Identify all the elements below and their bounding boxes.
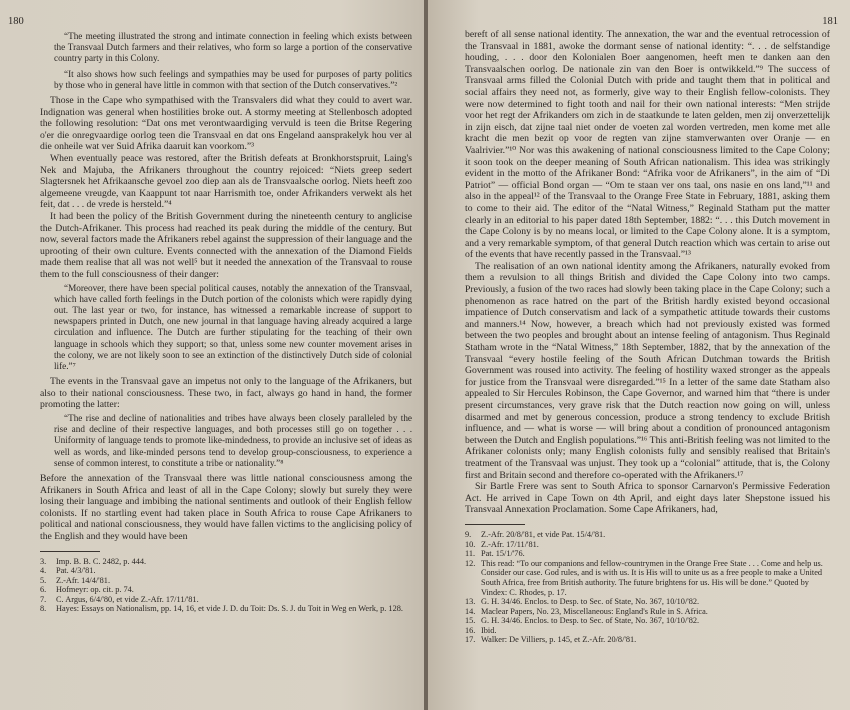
footnote-number: 17. [465,635,476,645]
footnote-number: 15. [465,616,476,626]
footnote-number: 12. [465,558,476,568]
footnote [40,557,412,567]
paragraph: bereft of all sense national identity. The annexation, the war and the eventual retrocession of the Transvaal in 1881, awoke the dormant sense of national identity: “. . . de selfstandige houding, . . . door den Kolonialen Boer aangenomen, heeft men te danken aan den Transvaalschen oorlog. De nationale zin van den Boer is ontwikkeld.”⁹ The success of Transvaal arms filled the Colonial Dutch with pride and taught them that in political and social affairs they need not, as formerly, give way to their English fellow-colonists. They were now determined to fight tooth and nail for their own national interests: “Men strijde voor het regt der Afrikanders om zich in de staatkunde te laten gelden, men zij onverzettelijk in zijn eisch, dat zijne taal niet onder de voeten zal worden vertreden, men kome met alle kracht die men bezit op voor de regten van zijne stamverwanten over Oranje — en Vaalrivier.”¹⁰ Nor was this awakening of national consciousness limited to the Cape Colony; it soon took on the deeper meaning of South African nationalism. This idea was strikingly evident in the motto of the Afrikaner Bond: “Afrika voor de Afrikaners”, in the aim of “Di Patriot” — official Bond organ — “Om te staan ver ons taal, ons nasie en ons land,”¹¹ and also in the appeal¹² of the Transvaal to the Orange Free State in February, 1881, asking them to come to their aid. The editor of the “Natal Witness,” Reginald Statham put the matter clearly in an editorial to his paper dated 18th September, 1882: “. . . this Dutch movement in the Cape Colony is by no means local, or limited to the Cape Colony alone. It is a symptom, and a very remarkable symptom, of that general Dutch reaction which was certain to arise out of the events that have recently passed in the Transvaal.”¹³ [465,29,830,261]
footnote-number: 10. [465,539,476,549]
footnote [40,576,412,586]
footnote-text: Hayes: Essays on Nationalism, pp. 14, 16, et vide J. D. du Toit: Ds. S. J. du Toit in Weg en Werk, p. 128. [56,604,403,614]
footnote [465,559,830,597]
footnote-text: Hofmeyr: op. cit. p. 74. [56,585,134,595]
right-body-text [465,29,830,516]
footnote [465,549,830,559]
footnote-text: Z.-Afr. 14/4/'81. [56,575,111,585]
footnote-text: Maclear Papers, No. 23, Miscellaneous: England's Rule in S. Africa. [481,606,708,616]
footnote-text: G. H. 34/46. Enclos. to Desp. to Sec. of State, No. 367, 10/10/'82. [481,597,700,607]
footnote [40,604,412,614]
right-footnotes [465,530,830,645]
footnote [40,566,412,576]
left-footnotes [40,557,412,615]
footnote-text: Z.-Afr. 20/8/'81, et vide Pat. 15/4/'81. [481,529,606,539]
footnote [465,540,830,550]
footnote [465,530,830,540]
footnote-number: 7. [40,594,47,604]
footnote-text: G. H. 34/46. Enclos. to Desp. to Sec. of State, No. 367, 10/10/'82. [481,616,700,626]
footnote [465,597,830,607]
footnote-text: Imp. B. B. C. 2482, p. 444. [56,556,147,566]
footnote [465,626,830,636]
footnote [465,616,830,626]
footnote-number: 4. [40,566,47,576]
paragraph: Before the annexation of the Transvaal there was little national consciousness among the Afrikaners in South Africa and least of all in the Cape Colony; slowly but surely they were losing their language and imbibing the national sentiments and outlook of their English fellow colonists. If no startling event had taken place in South Africa to rouse Cape Afrikaners to political and national consciousness, they would have fallen victims to the anglicising policy of the English and they would have been [40,472,412,542]
paragraph: When eventually peace was restored, after the British defeats at Bronkhorstspruit, Laing's Nek and Majuba, the Afrikaners throughout the country rejoiced: “Niets greep sedert Slagtersnek het Afrikaansche gevoel zoo diep aan als de Transvaalsche oorlog. Niets heeft zoo algemeene vreugde, van Kaappunt tot naar Harrismith toe, onder Afrikanders verwekt als het feit, dat . . . de vrede is hersteld.”⁴ [40,152,412,211]
footnote [465,635,830,645]
page-number-right: 181 [822,16,838,27]
footnote [40,595,412,605]
paragraph: It had been the policy of the British Government during the nineteenth century to anglicise the Dutch-Afrikaner. This process had reached its peak during the middle of the century. But now, several factors made the Afrikaners rebel against the suppression of their language and the uprooting of their own culture. Events connected with the annexation of the Diamond Fields made them realise that all was not well⁵ but it needed the annexation of the Transvaal to rouse them to the full consciousness of their danger: [40,210,412,280]
footnote-text: Ibid. [481,625,497,635]
block-quote: “The meeting illustrated the strong and intimate connection in feeling which exists between the Transvaal Dutch farmers and their relatives, who form so large a portion of the conservative country party in this Colony. [54,31,412,64]
block-quote: “Moreover, there have been special political causes, notably the annexation of the Transvaal, which have called forth feelings in the Dutch portion of the colonists which were rapidly dying out. The last year or two, for instance, has witnessed a remarkable increase of support to newspapers printed in Dutch, one new journal in that language having already acquired a large circulation and influence. The Dutch are further stipulating for the teaching of their own language in schools which they support; so that, unless some new counter movement arises in the colony, we are not likely soon to see an extinction of the distinctively Dutch side of colonial life.”⁷ [54,282,412,371]
footnote [40,585,412,595]
block-quote: “It also shows how such feelings and sympathies may be used for purposes of party politics by those who in general have little in common with that section of the Dutch conservatives.”² [54,68,412,90]
footnote-text: Z.-Afr. 17/11/'81. [481,539,539,549]
footnote-text: This read: “To our companions and fellow-countrymen in the Orange Free State . . . Come and help us. Consider our case. God rules, and is with us. It is His will to unite us as a free people to make a United South Africa, free from British authority. The future brightens for us. His will be done.” Quoted by Vindex: C. Rhodes, p. 17. [481,558,823,597]
block-quote: “The rise and decline of nationalities and tribes have always been closely paralleled by the rise and decline of their respective languages, and both processes still go on together . . . Uniformity of language tends to promote like-mindedness, to provide an inclusive set of ideas as well as words, and like-minded persons tend to develop group-consciousness, to experience a sense of common interest, to constitute a tribe or nationality.”⁸ [54,412,412,468]
footnote-number: 16. [465,625,476,635]
footnote-text: Pat. 15/1/'76. [481,549,525,559]
footnote-rule-left [40,551,100,552]
footnote-text: Walker: De Villiers, p. 145, et Z.-Afr. 20/8/'81. [481,635,637,645]
paragraph: The events in the Transvaal gave an impetus not only to the language of the Afrikaners, but also to their national consciousness. These two, in fact, always go hand in hand, the former promoting the latter: [40,376,412,411]
footnote-text: C. Argus, 6/4/'80, et vide Z.-Afr. 17/11/'81. [56,594,199,604]
left-body-text [40,31,412,543]
right-page [428,0,850,710]
footnote-rule-right [465,524,525,525]
footnote-number: 13. [465,597,476,607]
footnote-number: 8. [40,604,47,614]
page-number-left: 180 [8,16,24,27]
left-page [0,0,424,710]
footnote-number: 9. [465,529,472,539]
footnote-number: 3. [40,556,47,566]
footnote [465,607,830,617]
footnote-number: 6. [40,585,47,595]
footnote-number: 5. [40,575,47,585]
paragraph: Sir Bartle Frere was sent to South Africa to sponsor Carnarvon's Permissive Federation Act. He arrived in Cape Town on 4th April, and eight days later Shepstone issued his Transvaal Annexation Proclamation. Some Cape Afrikaners, had, [465,481,830,516]
footnote-number: 11. [465,549,476,559]
paragraph: The realisation of an own national identity among the Afrikaners, naturally evoked from them a revulsion to all things British and divided the Cape Colony into two camps. Previously, a fusion of the two races had slowly been taking place in the Cape Colony; such a phenomenon as race hatred on the part of the British hardly existed beyond occasional impatience of Dutch conservatism and lack of a sympathetic attitude towards their customs and manners.¹⁴ Now, however, a breach which had not previously existed was formed between the two peoples and brought about an intense feeling of antagonism. Thus Reginald Statham wrote in the “Natal Witness,” 18th September, 1882, that by the annexation of the Transvaal “every hostile feeling of the South African Dutchman towards the British Government was roused into activity. The feeling of hostility waxed stronger as the appeals for justice from the Transvaal were disregarded.”¹⁵ In a letter of the same date Statham also appealed to Sir Hercules Robinson, the Cape Governor, and warned him that “there is under present circumstances, very grave risk that the Dutch reaction now going on will, unless disarmed and met by generous concession, produce a strong tendency to exclude British influence, and — what is worse — will bring about a condition of pronounced antagonism between the Dutch and English populations.”¹⁶ This anti-British feeling was not limited to the Afrikaner colonists only; many English colonists fully and sensibly realised that Britain's treatment of the Transvaal was unjust. They took up a “colonial” attitude, that is, the Colony first and Britain second and therefore co-operated with the Afrikaners.¹⁷ [465,260,830,481]
footnote-number: 14. [465,606,476,616]
footnote-text: Pat. 4/3/'81. [56,566,96,576]
paragraph: Those in the Cape who sympathised with the Transvalers did what they could to avert war. Indignation was general when hostilities broke out. A stormy meeting at Stellenbosch adopted the following resolution: “Dat ons met verontwaardiging vervuld is teen die Britse Regering o'er die onregvaardige oorlog teen die Transvaal en dat ons Engeland aansprakelyk hou ver al die onheile wat ver Suid Afrika daaruit kan voorkom.”³ [40,95,412,153]
